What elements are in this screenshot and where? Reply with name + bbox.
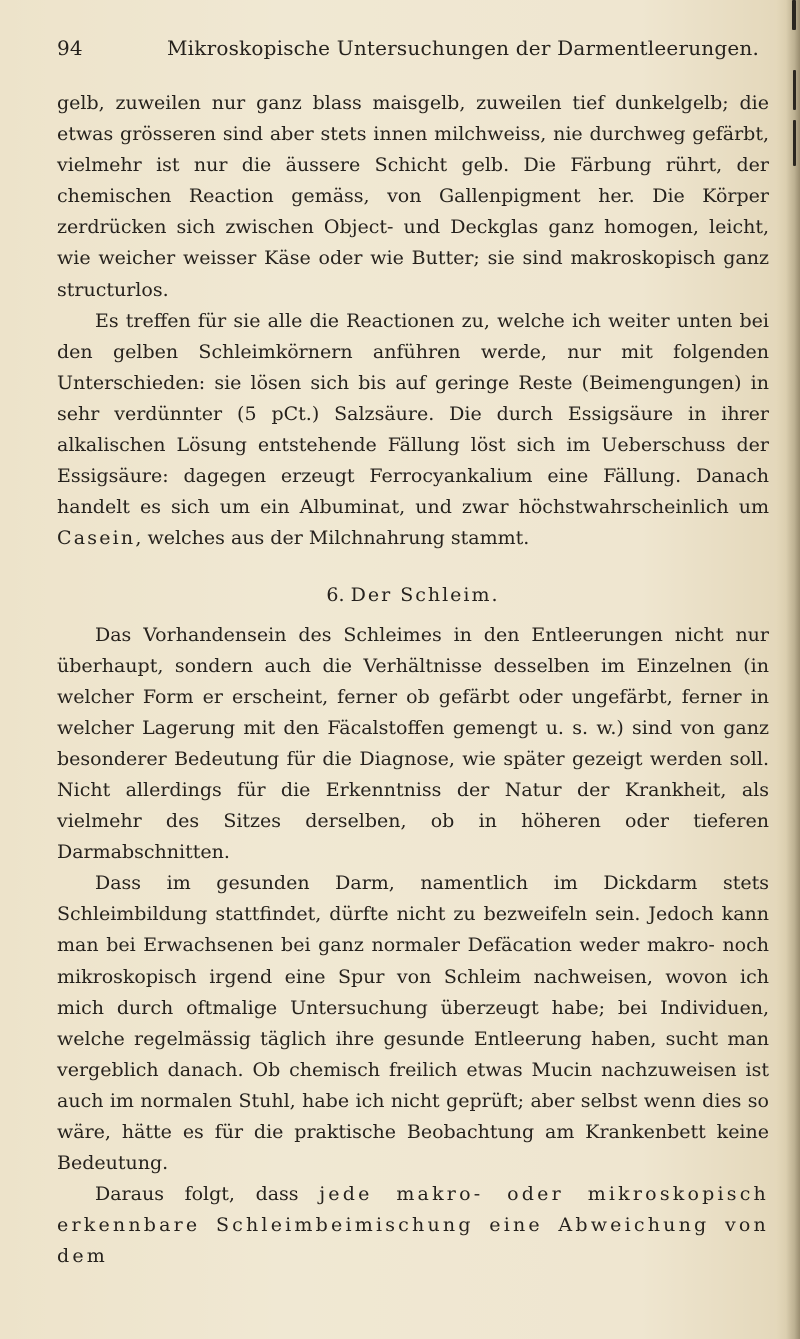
running-title: Mikroskopische Untersuchungen der Darmentleerungen. <box>167 36 760 60</box>
section-number: 6. <box>326 584 345 607</box>
paragraph-5 <box>57 1179 769 1272</box>
emphasis-statement: jede makro- oder mikroskopisch erkennbare Schleimbeimischung eine Abweichung von dem <box>57 1183 769 1268</box>
paragraph-2-text: Es treffen für sie alle die Reactionen zu, welche ich weiter unten bei den gelben Schleimkörnern anführen werde, nur mit folgenden Unterschieden: sie lösen sich bis auf geringe Reste (Beimengungen) in sehr verdünnter (5 pCt.) Salzsäure. Die durch Essigsäure in ihrer alkalischen Lösung entstehende Fällung löst sich im Ueberschuss der Essigsäure: dagegen erzeugt Ferrocyankalium eine Fällung. Danach handelt es sich um ein Albuminat, und zwar höchstwahrscheinlich um <box>57 309 769 519</box>
paragraph-1: gelb, zuweilen nur ganz blass maisgelb, zuweilen tief dunkelgelb; die etwas grösseren sind aber stets innen milchweiss, nie durchweg gefärbt, vielmehr ist nur die äussere Schicht gelb. Die Färbung rührt, der chemischen Reaction gemäss, von Gallenpigment her. Die Körper zerdrücken sich zwischen Object- und Deckglas ganz homogen, leicht, wie weicher weisser Käse oder wie Butter; sie sind makroskopisch ganz structurlos. <box>57 92 769 301</box>
page-edge-mark <box>792 0 796 30</box>
page-number: 94 <box>57 36 83 60</box>
running-header <box>57 36 769 68</box>
section-heading <box>57 580 769 611</box>
page-edge-shadow <box>786 0 800 1339</box>
paragraph-3: Das Vorhandensein des Schleimes in den Entleerungen nicht nur überhaupt, sondern auch die Verhältnisse desselben im Einzelnen (in welcher Form er erscheint, ferner ob gefärbt oder ungefärbt, ferner in welcher Lagerung mit den Fäcalstoffen gemengt u. s. w.) sind von ganz besonderer Bedeutung für die Diagnose, wie später gezeigt werden soll. Nicht allerdings für die Erkenntniss der Natur der Krankheit, als vielmehr des Sitzes derselben, ob in höheren oder tieferen Darmabschnitten. <box>57 623 769 864</box>
page-edge-mark <box>793 120 796 166</box>
paragraph-5-text: Daraus folgt, dass <box>95 1183 320 1206</box>
page-edge-mark <box>793 70 796 110</box>
paragraph-2 <box>57 306 769 555</box>
page-content <box>57 36 769 1272</box>
emphasis-casein: Casein <box>57 527 136 550</box>
section-title: Der Schleim. <box>350 584 500 607</box>
paragraph-2-text-end: , welches aus der Milchnahrung stammt. <box>135 527 530 550</box>
paragraph-4: Dass im gesunden Darm, namentlich im Dickdarm stets Schleimbildung stattfindet, dürfte nicht zu bezweifeln sein. Jedoch kann man bei Erwachsenen bei ganz normaler Defäcation weder makro- noch mikroskopisch irgend eine Spur von Schleim nachweisen, wovon ich mich durch oftmalige Untersuchung überzeugt habe; bei Individuen, welche regelmässig täglich ihre gesunde Entleerung haben, sucht man vergeblich danach. Ob chemisch freilich etwas Mucin nachzuweisen ist auch im normalen Stuhl, habe ich nicht geprüft; aber selbst wenn dies so wäre, hätte es für die praktische Beobachtung am Krankenbett keine Bedeutung. <box>57 872 769 1175</box>
